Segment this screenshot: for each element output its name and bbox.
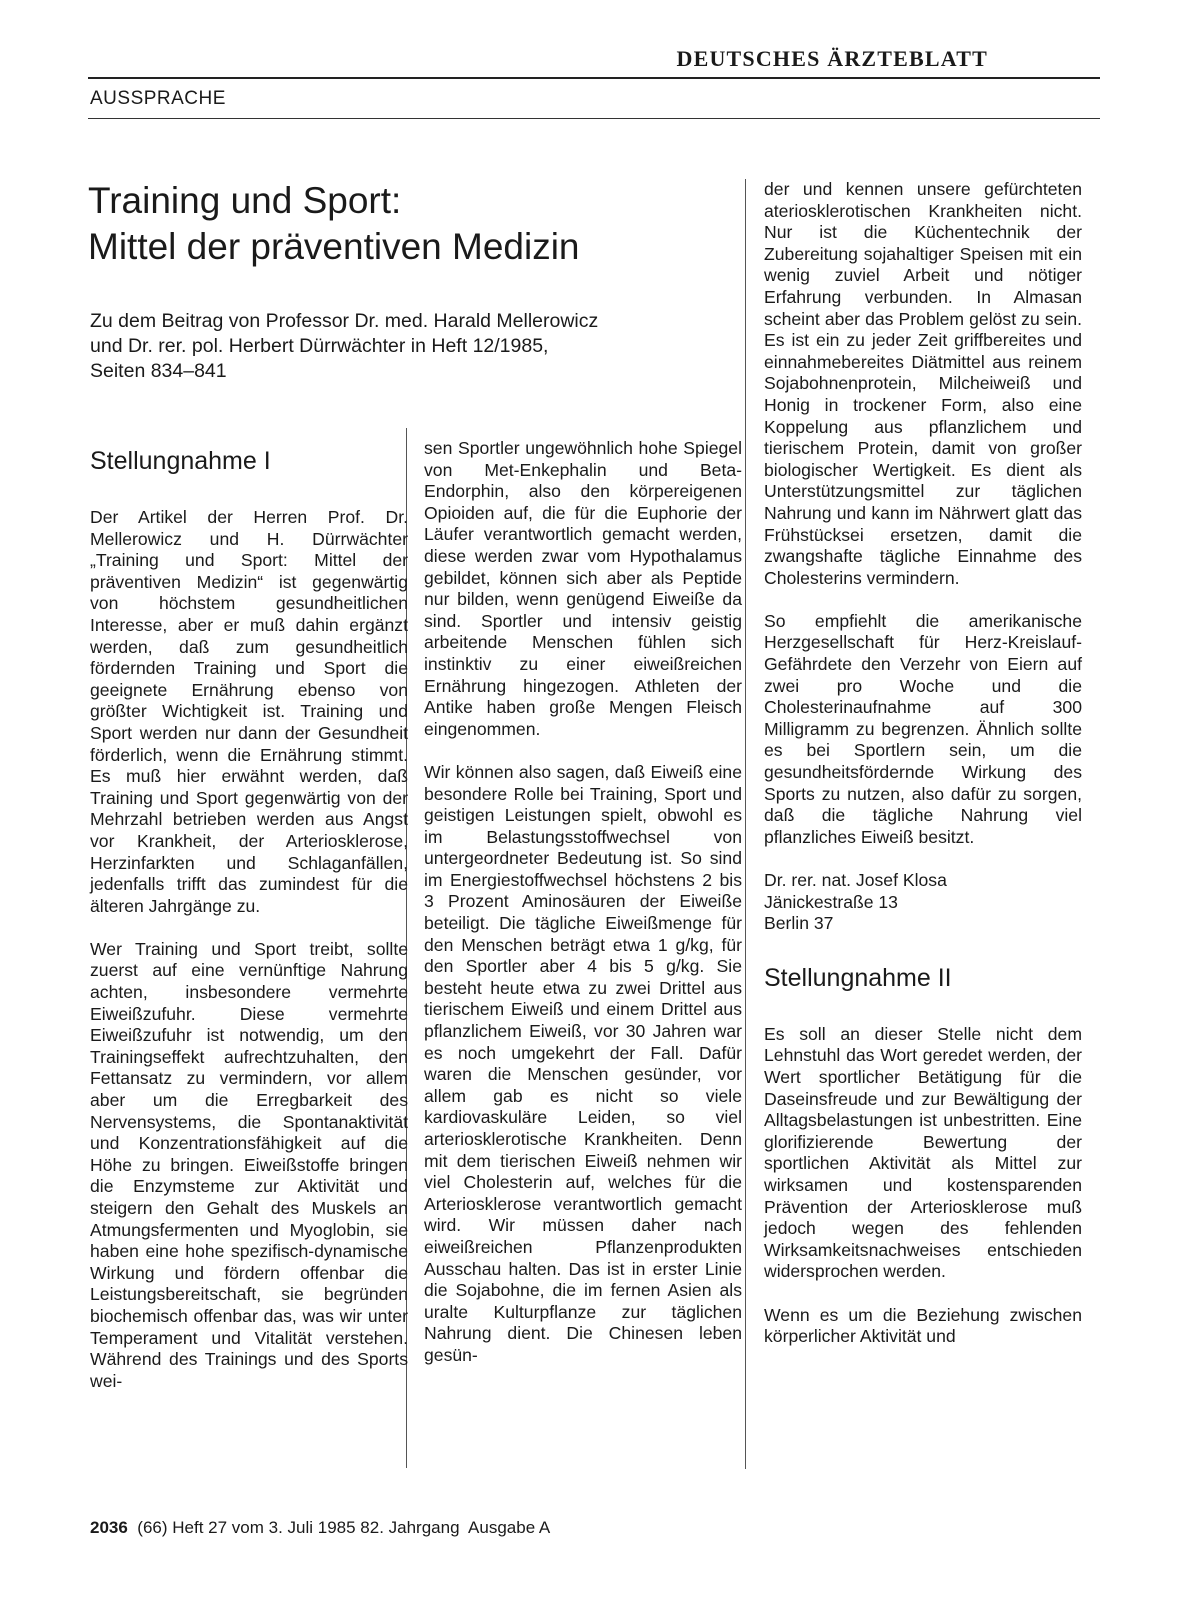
author-signature	[764, 870, 1082, 935]
masthead-rule	[88, 77, 1100, 79]
title-line-1: Training und Sport:	[88, 180, 402, 221]
article-reference	[90, 309, 750, 384]
column-2	[424, 438, 742, 1388]
paragraph: der und kennen unsere gefürchteten ateriosklerotischen Krankheiten nicht. Nur ist die Küchentechnik der Zubereitung sojahaltiger Speisen mit ein wenig zuviel Arbeit und nötiger Erfahrung verbunden. In Almasan scheint aber das Problem gelöst zu sein. Es ist ein zu jeder Zeit griffbereites und einnahmebereites Diätmittel aus reinem Sojabohnenprotein, Milcheiweiß und Honig in trockener Form, also eine Koppelung aus pflanzlichem und tierischem Protein, damit von großer biologischer Wertigkeit. Es dient als Unterstützungsmittel zur täglichen Nahrung und kann im Nährwert glatt das Frühstücksei ersetzen, damit die zwangshafte tägliche Einnahme des Cholesterins vermindern.	[764, 179, 1082, 588]
section-rule	[88, 118, 1100, 119]
column-divider	[745, 179, 746, 1469]
paragraph: Wer Training und Sport treibt, sollte zuerst auf eine vernünftige Nahrung achten, insbesondere vermehrte Eiweißzufuhr. Diese vermehrte Eiweißzufuhr ist notwendig, um den Trainingseffekt aufrechtzuhalten, den Fettansatz zu vermindern, vor allem aber um die Erregbarkeit des Nervensystems, die Spontanaktivität und Konzentrationsfähigkeit auf die Höhe zu bringen. Eiweißstoffe bringen die Enzymsteme zur Aktivität und steigern den Gehalt des Muskels an Atmungsfermenten und Myoglobin, sie haben eine hohe spezifisch-dynamische Wirkung und fördern offenbar die Leistungsbereitschaft, sie begründen biochemisch offenbar das, was wir unter Temperament und Vitalität verstehen. Während des Trainings und des Sports wei-	[90, 938, 408, 1391]
article-title	[88, 178, 748, 270]
column-1	[90, 446, 408, 1414]
paragraph: Es soll an dieser Stelle nicht dem Lehnstuhl das Wort geredet werden, der Wert sportlicher Betätigung für die Daseinsfreude und zur Bewältigung der Alltagsbelastungen ist unbestritten. Eine glorifizierende Bewertung der sportlichen Aktivität als Mittel zur wirksamen und kostensparenden Prävention der Arteriosklerose muß jedoch wegen des fehlenden Wirksamkeitsnachweises entschieden widersprochen werden.	[764, 1023, 1082, 1282]
journal-masthead: DEUTSCHES ÄRZTEBLATT	[676, 46, 988, 71]
title-line-2: Mittel der präventiven Medizin	[88, 226, 580, 267]
reference-line-3: Seiten 834–841	[90, 360, 227, 382]
paragraph: So empfiehlt die amerikanische Herzgesellschaft für Herz-Kreislauf-Gefährdete den Verzehr von Eiern auf zwei pro Woche und die Cholesterinaufnahme auf 300 Milligramm zu begrenzen. Ähnlich sollte es bei Sportlern sein, um die gesundheitsfördernde Wirkung des Sports zu nutzen, also dafür zu sorgen, daß die tägliche Nahrung viel pflanzliches Eiweiß besitzt.	[764, 610, 1082, 847]
page-footer	[90, 1518, 550, 1538]
section-label: AUSSPRACHE	[90, 88, 226, 109]
page-number: 2036	[90, 1518, 128, 1537]
issue-info: (66) Heft 27 vom 3. Juli 1985 82. Jahrgang Ausgabe A	[137, 1518, 551, 1537]
reference-line-1: Zu dem Beitrag von Professor Dr. med. Harald Mellerowicz	[90, 310, 599, 332]
paragraph: Wenn es um die Beziehung zwischen körperlicher Aktivität und	[764, 1304, 1082, 1347]
paragraph: sen Sportler ungewöhnlich hohe Spiegel von Met-Enkephalin und Beta-Endorphin, also den körpereigenen Opioiden auf, die für die Euphorie der Läufer verantwortlich gemacht werden, diese werden zwar vom Hypothalamus gebildet, können sich aber als Peptide nur bilden, wenn genügend Eiweiße da sind. Sportler und intensiv geistig arbeitende Menschen fühlen sich instinktiv zu einer eiweißreichen Ernährung hingezogen. Athleten der Antike haben große Mengen Fleisch eingenommen.	[424, 438, 742, 739]
author-street: Jänickestraße 13	[764, 891, 898, 912]
author-name: Dr. rer. nat. Josef Klosa	[764, 870, 947, 890]
reference-line-2: und Dr. rer. pol. Herbert Dürrwächter in Heft 12/1985,	[90, 335, 549, 357]
statement-2-heading: Stellungnahme II	[764, 963, 952, 992]
column-3	[764, 179, 1082, 1369]
author-city: Berlin 37	[764, 913, 834, 934]
statement-1-heading: Stellungnahme I	[90, 447, 271, 475]
paragraph: Der Artikel der Herren Prof. Dr. Mellerowicz und H. Dürrwächter „Training und Sport: Mittel der präventiven Medizin“ ist gegenwärtig von höchstem gesundheitlichen Interesse, aber er muß dahin ergänzt werden, daß zum gesundheitlich fördernden Training und Sport die geeignete Ernährung ebenso von größter Wichtigkeit ist. Training und Sport werden nur dann der Gesundheit förderlich, wenn die Ernährung stimmt. Es muß hier erwähnt werden, daß Training und Sport gegenwärtig von der Mehrzahl betrieben werden aus Angst vor Krankheit, der Arteriosklerose, Herzinfarkten und Schlaganfällen, jedenfalls trifft das zumindest für die älteren Jahrgänge zu.	[90, 507, 408, 916]
paragraph: Wir können also sagen, daß Eiweiß eine besondere Rolle bei Training, Sport und geistigen Leistungen spielt, obwohl es im Belastungsstoffwechsel von untergeordneter Bedeutung ist. So sind im Energiestoffwechsel höchstens 2 bis 3 Prozent Aminosäuren der Eiweiße beteiligt. Die tägliche Eiweißmenge für den Menschen beträgt etwa 1 g/kg, für den Sportler aber 4 bis 5 g/kg. Sie besteht heute etwa zu zwei Drittel aus tierischem Eiweiß und einem Drittel aus pflanzlichem Eiweiß, vor 30 Jahren war es noch umgekehrt der Fall. Dafür waren die Menschen gesünder, vor allem gab es nicht so viele kardiovaskuläre Leiden, so viel arteriosklerotische Krankheiten. Denn mit dem tierischen Eiweiß nehmen wir viel Cholesterin auf, welches für die Arteriosklerose verantwortlich gemacht wird. Wir müssen daher nach eiweißreichen Pflanzenprodukten Ausschau halten. Das ist in erster Linie die Sojabohne, die im fernen Asien als uralte Kulturpflanze zur täglichen Nahrung dient. Die Chinesen leben gesün-	[424, 761, 742, 1365]
